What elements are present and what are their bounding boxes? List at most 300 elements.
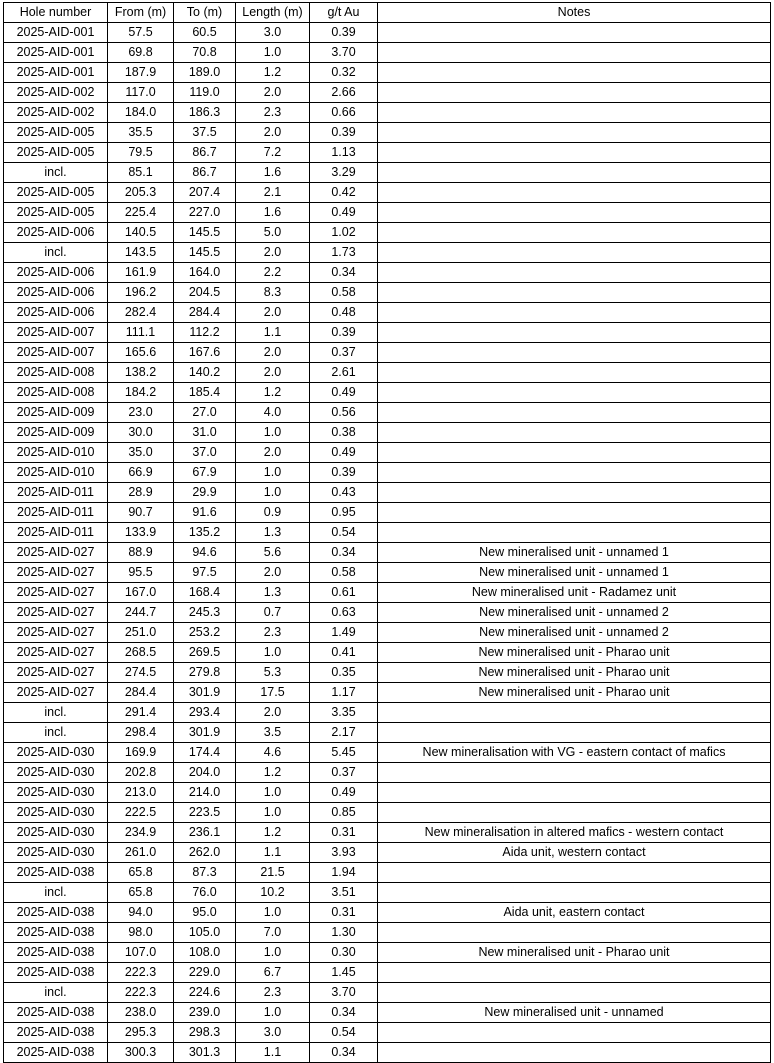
cell-to: 301.3 — [174, 1043, 236, 1063]
cell-from: 222.3 — [108, 963, 174, 983]
cell-hole-number: 2025-AID-030 — [4, 763, 108, 783]
cell-hole-number: 2025-AID-006 — [4, 283, 108, 303]
cell-length: 1.0 — [236, 943, 310, 963]
cell-hole-number: 2025-AID-038 — [4, 943, 108, 963]
cell-grade: 3.70 — [310, 983, 378, 1003]
cell-hole-number: 2025-AID-001 — [4, 43, 108, 63]
cell-length: 2.3 — [236, 103, 310, 123]
cell-from: 184.0 — [108, 103, 174, 123]
cell-to: 37.0 — [174, 443, 236, 463]
cell-grade: 0.49 — [310, 783, 378, 803]
cell-notes — [378, 323, 771, 343]
cell-to: 94.6 — [174, 543, 236, 563]
cell-length: 3.0 — [236, 23, 310, 43]
cell-notes — [378, 1023, 771, 1043]
cell-to: 301.9 — [174, 723, 236, 743]
cell-length: 2.0 — [236, 123, 310, 143]
cell-grade: 1.45 — [310, 963, 378, 983]
cell-from: 268.5 — [108, 643, 174, 663]
cell-grade: 0.49 — [310, 443, 378, 463]
cell-to: 204.5 — [174, 283, 236, 303]
cell-length: 1.1 — [236, 1043, 310, 1063]
cell-from: 184.2 — [108, 383, 174, 403]
table-row — [4, 223, 771, 243]
cell-hole-number: 2025-AID-010 — [4, 443, 108, 463]
cell-hole-number: incl. — [4, 243, 108, 263]
cell-notes: New mineralisation with VG - eastern contact of mafics — [378, 743, 771, 763]
cell-length: 2.0 — [236, 343, 310, 363]
col-header-hole-number: Hole number — [4, 3, 108, 23]
cell-length: 1.3 — [236, 523, 310, 543]
cell-to: 293.4 — [174, 703, 236, 723]
table-row — [4, 543, 771, 563]
table-row — [4, 103, 771, 123]
cell-to: 95.0 — [174, 903, 236, 923]
cell-from: 187.9 — [108, 63, 174, 83]
header-row — [4, 3, 771, 23]
cell-to: 298.3 — [174, 1023, 236, 1043]
cell-grade: 0.58 — [310, 563, 378, 583]
table-row — [4, 603, 771, 623]
cell-from: 143.5 — [108, 243, 174, 263]
cell-from: 35.0 — [108, 443, 174, 463]
cell-hole-number: 2025-AID-027 — [4, 583, 108, 603]
table-row — [4, 763, 771, 783]
table-row — [4, 583, 771, 603]
cell-from: 28.9 — [108, 483, 174, 503]
cell-to: 31.0 — [174, 423, 236, 443]
cell-hole-number: 2025-AID-002 — [4, 83, 108, 103]
table-row — [4, 143, 771, 163]
cell-length: 2.3 — [236, 623, 310, 643]
cell-from: 274.5 — [108, 663, 174, 683]
cell-grade: 0.37 — [310, 763, 378, 783]
table-row — [4, 23, 771, 43]
cell-from: 69.8 — [108, 43, 174, 63]
cell-grade: 3.29 — [310, 163, 378, 183]
cell-grade: 0.34 — [310, 543, 378, 563]
cell-from: 222.3 — [108, 983, 174, 1003]
cell-to: 60.5 — [174, 23, 236, 43]
cell-to: 236.1 — [174, 823, 236, 843]
cell-notes — [378, 503, 771, 523]
cell-from: 298.4 — [108, 723, 174, 743]
table-row — [4, 563, 771, 583]
table-row — [4, 943, 771, 963]
cell-length: 1.6 — [236, 203, 310, 223]
cell-hole-number: 2025-AID-030 — [4, 803, 108, 823]
table-row — [4, 643, 771, 663]
cell-hole-number: 2025-AID-027 — [4, 623, 108, 643]
cell-hole-number: incl. — [4, 163, 108, 183]
cell-length: 7.0 — [236, 923, 310, 943]
cell-hole-number: 2025-AID-006 — [4, 223, 108, 243]
cell-grade: 0.34 — [310, 1003, 378, 1023]
cell-grade: 0.58 — [310, 283, 378, 303]
table-row — [4, 283, 771, 303]
cell-notes — [378, 163, 771, 183]
table-row — [4, 823, 771, 843]
table-row — [4, 303, 771, 323]
cell-grade: 3.93 — [310, 843, 378, 863]
table-row — [4, 1023, 771, 1043]
cell-notes — [378, 303, 771, 323]
cell-to: 185.4 — [174, 383, 236, 403]
cell-to: 27.0 — [174, 403, 236, 423]
table-row — [4, 163, 771, 183]
table-row — [4, 443, 771, 463]
cell-notes — [378, 783, 771, 803]
cell-length: 17.5 — [236, 683, 310, 703]
cell-grade: 0.31 — [310, 823, 378, 843]
cell-from: 291.4 — [108, 703, 174, 723]
cell-length: 5.3 — [236, 663, 310, 683]
cell-hole-number: 2025-AID-011 — [4, 523, 108, 543]
cell-hole-number: 2025-AID-027 — [4, 543, 108, 563]
cell-from: 23.0 — [108, 403, 174, 423]
cell-length: 1.0 — [236, 43, 310, 63]
cell-grade: 0.39 — [310, 323, 378, 343]
cell-to: 145.5 — [174, 223, 236, 243]
cell-from: 138.2 — [108, 363, 174, 383]
cell-length: 1.2 — [236, 63, 310, 83]
cell-grade: 0.66 — [310, 103, 378, 123]
cell-notes — [378, 483, 771, 503]
cell-from: 79.5 — [108, 143, 174, 163]
cell-notes: New mineralised unit - unnamed 2 — [378, 623, 771, 643]
cell-grade: 3.70 — [310, 43, 378, 63]
table-row — [4, 683, 771, 703]
cell-grade: 0.35 — [310, 663, 378, 683]
table-row — [4, 243, 771, 263]
cell-notes: New mineralised unit - Pharao unit — [378, 683, 771, 703]
cell-hole-number: 2025-AID-001 — [4, 63, 108, 83]
table-row — [4, 503, 771, 523]
table-row — [4, 1043, 771, 1063]
cell-hole-number: 2025-AID-008 — [4, 363, 108, 383]
cell-from: 225.4 — [108, 203, 174, 223]
cell-grade: 0.54 — [310, 523, 378, 543]
cell-grade: 0.85 — [310, 803, 378, 823]
cell-grade: 2.17 — [310, 723, 378, 743]
cell-grade: 0.63 — [310, 603, 378, 623]
cell-grade: 1.94 — [310, 863, 378, 883]
cell-hole-number: 2025-AID-005 — [4, 203, 108, 223]
cell-length: 2.2 — [236, 263, 310, 283]
cell-to: 112.2 — [174, 323, 236, 343]
cell-notes: New mineralisation in altered mafics - western contact — [378, 823, 771, 843]
cell-to: 91.6 — [174, 503, 236, 523]
table-row — [4, 783, 771, 803]
table-row — [4, 263, 771, 283]
cell-to: 119.0 — [174, 83, 236, 103]
table-row — [4, 323, 771, 343]
cell-from: 222.5 — [108, 803, 174, 823]
cell-to: 284.4 — [174, 303, 236, 323]
cell-notes: Aida unit, eastern contact — [378, 903, 771, 923]
cell-to: 253.2 — [174, 623, 236, 643]
cell-from: 261.0 — [108, 843, 174, 863]
cell-to: 229.0 — [174, 963, 236, 983]
cell-notes — [378, 103, 771, 123]
cell-length: 1.6 — [236, 163, 310, 183]
cell-to: 108.0 — [174, 943, 236, 963]
cell-from: 161.9 — [108, 263, 174, 283]
cell-length: 0.7 — [236, 603, 310, 623]
cell-from: 117.0 — [108, 83, 174, 103]
cell-to: 214.0 — [174, 783, 236, 803]
col-header-grade: g/t Au — [310, 3, 378, 23]
table-row — [4, 463, 771, 483]
table-row — [4, 183, 771, 203]
cell-hole-number: 2025-AID-030 — [4, 843, 108, 863]
cell-notes — [378, 1043, 771, 1063]
table-row — [4, 863, 771, 883]
cell-grade: 0.61 — [310, 583, 378, 603]
table-row — [4, 623, 771, 643]
cell-to: 140.2 — [174, 363, 236, 383]
cell-hole-number: 2025-AID-001 — [4, 23, 108, 43]
cell-notes — [378, 243, 771, 263]
cell-to: 87.3 — [174, 863, 236, 883]
cell-notes — [378, 83, 771, 103]
cell-to: 86.7 — [174, 163, 236, 183]
cell-notes — [378, 763, 771, 783]
table-row — [4, 403, 771, 423]
cell-grade: 1.17 — [310, 683, 378, 703]
cell-from: 295.3 — [108, 1023, 174, 1043]
cell-grade: 0.49 — [310, 203, 378, 223]
cell-grade: 0.56 — [310, 403, 378, 423]
cell-notes — [378, 463, 771, 483]
cell-to: 76.0 — [174, 883, 236, 903]
cell-to: 189.0 — [174, 63, 236, 83]
cell-to: 245.3 — [174, 603, 236, 623]
cell-to: 37.5 — [174, 123, 236, 143]
cell-to: 29.9 — [174, 483, 236, 503]
cell-to: 227.0 — [174, 203, 236, 223]
cell-from: 244.7 — [108, 603, 174, 623]
cell-from: 167.0 — [108, 583, 174, 603]
cell-from: 202.8 — [108, 763, 174, 783]
cell-from: 88.9 — [108, 543, 174, 563]
cell-to: 86.7 — [174, 143, 236, 163]
table-row — [4, 963, 771, 983]
col-header-to: To (m) — [174, 3, 236, 23]
table-row — [4, 903, 771, 923]
cell-notes — [378, 703, 771, 723]
cell-notes — [378, 883, 771, 903]
col-header-from: From (m) — [108, 3, 174, 23]
cell-notes — [378, 443, 771, 463]
cell-grade: 2.61 — [310, 363, 378, 383]
table-row — [4, 843, 771, 863]
cell-from: 205.3 — [108, 183, 174, 203]
cell-length: 1.0 — [236, 783, 310, 803]
cell-hole-number: 2025-AID-005 — [4, 123, 108, 143]
cell-grade: 0.48 — [310, 303, 378, 323]
cell-grade: 1.30 — [310, 923, 378, 943]
cell-hole-number: 2025-AID-008 — [4, 383, 108, 403]
cell-to: 167.6 — [174, 343, 236, 363]
table-row — [4, 703, 771, 723]
cell-hole-number: 2025-AID-009 — [4, 423, 108, 443]
cell-length: 2.1 — [236, 183, 310, 203]
col-header-length: Length (m) — [236, 3, 310, 23]
cell-notes — [378, 43, 771, 63]
cell-grade: 0.34 — [310, 1043, 378, 1063]
table-row — [4, 1003, 771, 1023]
cell-length: 1.0 — [236, 483, 310, 503]
cell-grade: 0.39 — [310, 23, 378, 43]
cell-length: 3.5 — [236, 723, 310, 743]
cell-to: 168.4 — [174, 583, 236, 603]
table-row — [4, 983, 771, 1003]
cell-length: 1.2 — [236, 763, 310, 783]
cell-hole-number: 2025-AID-030 — [4, 823, 108, 843]
cell-notes — [378, 123, 771, 143]
cell-grade: 0.54 — [310, 1023, 378, 1043]
cell-length: 4.6 — [236, 743, 310, 763]
cell-to: 97.5 — [174, 563, 236, 583]
cell-hole-number: 2025-AID-027 — [4, 643, 108, 663]
col-header-notes: Notes — [378, 3, 771, 23]
cell-notes — [378, 143, 771, 163]
cell-to: 186.3 — [174, 103, 236, 123]
cell-from: 90.7 — [108, 503, 174, 523]
cell-notes: New mineralised unit - unnamed 1 — [378, 543, 771, 563]
cell-from: 284.4 — [108, 683, 174, 703]
cell-grade: 0.37 — [310, 343, 378, 363]
table-body — [4, 23, 771, 1063]
cell-grade: 0.30 — [310, 943, 378, 963]
cell-hole-number: 2025-AID-011 — [4, 483, 108, 503]
cell-notes — [378, 23, 771, 43]
table-row — [4, 803, 771, 823]
cell-from: 98.0 — [108, 923, 174, 943]
cell-from: 107.0 — [108, 943, 174, 963]
cell-length: 0.9 — [236, 503, 310, 523]
cell-notes — [378, 423, 771, 443]
cell-from: 66.9 — [108, 463, 174, 483]
cell-hole-number: 2025-AID-038 — [4, 963, 108, 983]
cell-hole-number: 2025-AID-011 — [4, 503, 108, 523]
cell-from: 30.0 — [108, 423, 174, 443]
cell-length: 10.2 — [236, 883, 310, 903]
cell-hole-number: 2025-AID-027 — [4, 683, 108, 703]
cell-length: 1.0 — [236, 903, 310, 923]
cell-from: 234.9 — [108, 823, 174, 843]
cell-to: 145.5 — [174, 243, 236, 263]
cell-hole-number: 2025-AID-038 — [4, 863, 108, 883]
cell-notes — [378, 203, 771, 223]
cell-grade: 3.51 — [310, 883, 378, 903]
table-row — [4, 923, 771, 943]
table-row — [4, 203, 771, 223]
cell-grade: 0.32 — [310, 63, 378, 83]
table-row — [4, 83, 771, 103]
cell-from: 196.2 — [108, 283, 174, 303]
cell-to: 269.5 — [174, 643, 236, 663]
cell-notes: New mineralised unit - unnamed 1 — [378, 563, 771, 583]
table-row — [4, 123, 771, 143]
cell-to: 279.8 — [174, 663, 236, 683]
cell-from: 140.5 — [108, 223, 174, 243]
cell-grade: 1.02 — [310, 223, 378, 243]
cell-length: 1.2 — [236, 383, 310, 403]
cell-hole-number: 2025-AID-030 — [4, 743, 108, 763]
cell-grade: 0.42 — [310, 183, 378, 203]
cell-length: 1.0 — [236, 463, 310, 483]
cell-from: 57.5 — [108, 23, 174, 43]
cell-length: 1.1 — [236, 843, 310, 863]
cell-notes: New mineralised unit - unnamed 2 — [378, 603, 771, 623]
cell-to: 301.9 — [174, 683, 236, 703]
cell-grade: 0.95 — [310, 503, 378, 523]
cell-from: 213.0 — [108, 783, 174, 803]
cell-hole-number: 2025-AID-038 — [4, 1003, 108, 1023]
table-row — [4, 723, 771, 743]
cell-notes: New mineralised unit - unnamed — [378, 1003, 771, 1023]
cell-hole-number: 2025-AID-038 — [4, 1023, 108, 1043]
cell-hole-number: 2025-AID-027 — [4, 663, 108, 683]
table-row — [4, 43, 771, 63]
cell-grade: 0.49 — [310, 383, 378, 403]
cell-hole-number: incl. — [4, 723, 108, 743]
table-row — [4, 743, 771, 763]
cell-length: 2.0 — [236, 83, 310, 103]
table-row — [4, 343, 771, 363]
cell-notes — [378, 983, 771, 1003]
cell-length: 5.0 — [236, 223, 310, 243]
cell-notes — [378, 923, 771, 943]
cell-notes: New mineralised unit - Pharao unit — [378, 663, 771, 683]
cell-from: 94.0 — [108, 903, 174, 923]
cell-to: 70.8 — [174, 43, 236, 63]
cell-hole-number: incl. — [4, 983, 108, 1003]
cell-hole-number: 2025-AID-009 — [4, 403, 108, 423]
cell-hole-number: 2025-AID-027 — [4, 563, 108, 583]
cell-from: 282.4 — [108, 303, 174, 323]
cell-length: 8.3 — [236, 283, 310, 303]
cell-hole-number: 2025-AID-005 — [4, 143, 108, 163]
table-row — [4, 483, 771, 503]
cell-hole-number: 2025-AID-027 — [4, 603, 108, 623]
cell-from: 35.5 — [108, 123, 174, 143]
cell-notes — [378, 183, 771, 203]
cell-from: 111.1 — [108, 323, 174, 343]
cell-length: 5.6 — [236, 543, 310, 563]
cell-grade: 2.66 — [310, 83, 378, 103]
cell-to: 239.0 — [174, 1003, 236, 1023]
table-row — [4, 363, 771, 383]
cell-from: 85.1 — [108, 163, 174, 183]
cell-to: 105.0 — [174, 923, 236, 943]
cell-length: 2.0 — [236, 243, 310, 263]
cell-notes — [378, 63, 771, 83]
cell-notes — [378, 523, 771, 543]
cell-from: 169.9 — [108, 743, 174, 763]
cell-grade: 0.31 — [310, 903, 378, 923]
cell-length: 2.0 — [236, 443, 310, 463]
cell-from: 251.0 — [108, 623, 174, 643]
cell-length: 1.3 — [236, 583, 310, 603]
cell-hole-number: 2025-AID-007 — [4, 343, 108, 363]
table-row — [4, 523, 771, 543]
cell-notes — [378, 223, 771, 243]
cell-notes — [378, 363, 771, 383]
cell-from: 165.6 — [108, 343, 174, 363]
